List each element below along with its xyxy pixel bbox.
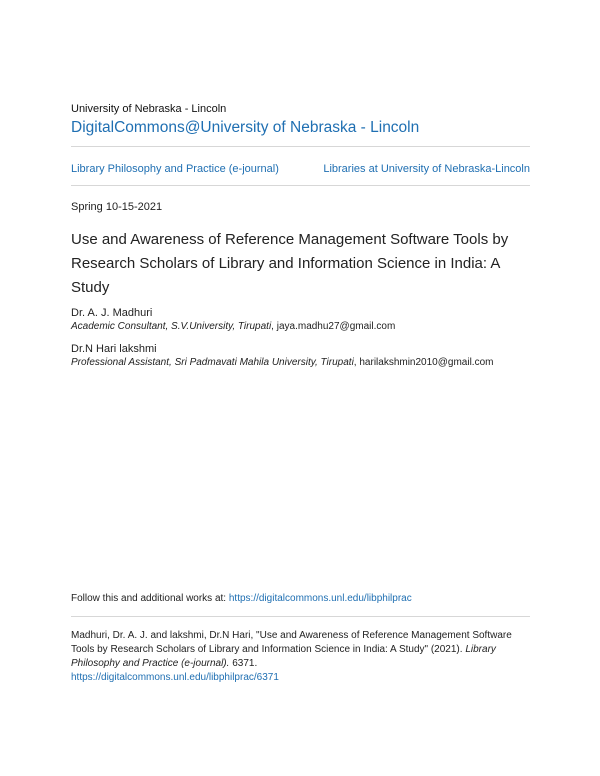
citation xyxy=(71,629,533,685)
author-name: Dr.N Hari lakshmi xyxy=(71,343,157,355)
citation-journal: Library Philosophy and Practice (e-journal). xyxy=(71,644,496,669)
follow-line xyxy=(71,593,412,604)
repository-link[interactable]: DigitalCommons@University of Nebraska - Lincoln xyxy=(71,119,420,136)
citation-number: 6371. xyxy=(232,658,258,669)
paper-title: Use and Awareness of Reference Management Software Tools by Research Scholars of Library and Information Science in India: A Study xyxy=(71,231,509,296)
divider xyxy=(71,146,530,147)
author-email: harilakshmin2010@gmail.com xyxy=(359,357,494,368)
institution-name: University of Nebraska - Lincoln xyxy=(71,103,227,115)
author-affiliation: Professional Assistant, Sri Padmavati Mahila University, Tirupati, harilakshmin2010@gmail.com xyxy=(71,357,494,368)
author-email: jaya.madhu27@gmail.com xyxy=(276,321,396,332)
affiliation-text: Academic Consultant, S.V.University, Tirupati xyxy=(71,321,272,332)
divider xyxy=(71,616,530,617)
citation-url-link[interactable]: https://digitalcommons.unl.edu/libphilprac/6371 xyxy=(71,672,279,683)
libraries-link[interactable]: Libraries at University of Nebraska-Lincoln xyxy=(323,163,530,175)
follow-text: Follow this and additional works at: xyxy=(71,593,229,604)
author-name: Dr. A. J. Madhuri xyxy=(71,307,153,319)
publication-date: Spring 10-15-2021 xyxy=(71,201,163,213)
affiliation-text: Professional Assistant, Sri Padmavati Mahila University, Tirupati xyxy=(71,357,354,368)
follow-url-link[interactable]: https://digitalcommons.unl.edu/libphilprac xyxy=(228,593,412,604)
journal-link[interactable]: Library Philosophy and Practice (e-journal) xyxy=(71,163,279,175)
divider xyxy=(71,185,530,186)
citation-text: Madhuri, Dr. A. J. and lakshmi, Dr.N Hari, "Use and Awareness of Reference Management Software Tools by Research Scholars of Library and Information Science in India: A Study" (2021). xyxy=(71,630,512,655)
author-affiliation: Academic Consultant, S.V.University, Tirupati, jaya.madhu27@gmail.com xyxy=(71,321,396,332)
